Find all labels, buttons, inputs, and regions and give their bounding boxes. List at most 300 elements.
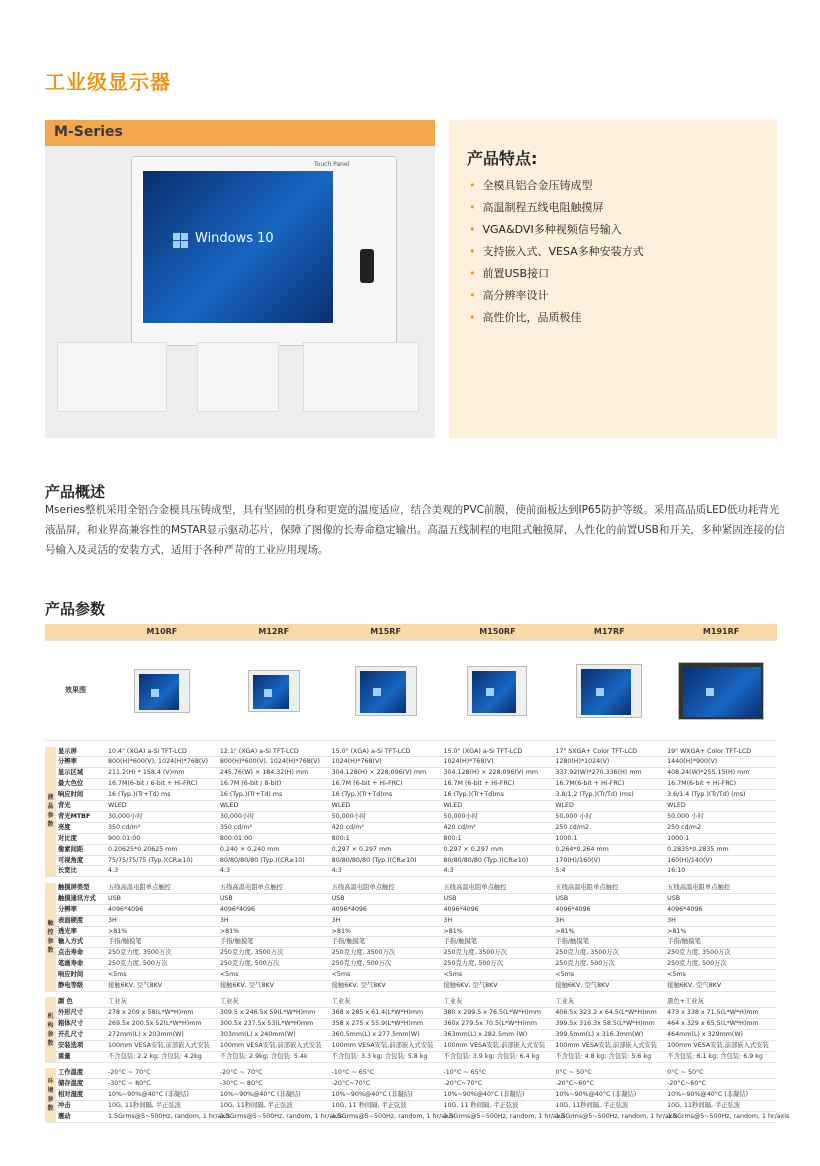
spec-value: 30,000小时	[106, 811, 218, 822]
spec-value: 278 x 209 x 58(L*W*H)mm	[106, 1008, 218, 1019]
spec-label: 开孔尺寸	[56, 1030, 106, 1041]
spec-label: 触摸屏类型	[56, 883, 106, 893]
features-heading: 产品特点:	[467, 149, 538, 168]
spec-value: 5:4	[553, 866, 665, 877]
spec-value: 100mm VESA安装,前部嵌入式安装	[441, 1041, 553, 1052]
windows-logo-icon	[173, 233, 189, 249]
spec-value: 100mm VESA安装,前部嵌入式安装	[553, 1041, 665, 1052]
spec-value: 250克力度, 3500万次	[553, 948, 665, 959]
spec-label: 最大色位	[56, 779, 106, 790]
spec-value: 464mm(L) x 329mm(W)	[665, 1030, 777, 1041]
spec-row	[45, 904, 777, 915]
spec-value: 1024(H)*768(V)	[330, 757, 442, 768]
spec-row	[45, 822, 777, 833]
spec-value: 接触6KV, 空气8KV	[218, 981, 330, 992]
spec-value: 250克力度, 500万次	[665, 959, 777, 970]
spec-value: -10°C ~ 65°C	[441, 1068, 553, 1078]
series-bar	[45, 120, 435, 146]
spec-value: 4096*4096	[106, 904, 218, 915]
overview-heading: 产品概述	[45, 483, 106, 501]
spec-row	[45, 811, 777, 822]
spec-value: <5ms	[665, 970, 777, 981]
spec-label: 响应时间	[56, 970, 106, 981]
spec-value: 3H	[665, 915, 777, 926]
spec-value: WLED	[441, 801, 553, 812]
spec-value: 50,000小时	[441, 811, 553, 822]
spec-row	[45, 915, 777, 926]
spec-value: 900:01:00	[106, 833, 218, 844]
product-image	[355, 666, 417, 716]
spec-value: 16.7M (6-bit + Hi-FRC)	[330, 779, 442, 790]
spec-value: 3.8/1.2 (Typ.)(Tr/Td) (ms)	[553, 790, 665, 801]
spec-value: <5ms	[106, 970, 218, 981]
spec-label: 外形尺寸	[56, 1008, 106, 1019]
spec-value: 3.6/1.4 (Typ.)(Tr/Td) (ms)	[665, 790, 777, 801]
spec-value: 手指/触摸笔	[665, 937, 777, 948]
spec-value: 1000:1	[553, 833, 665, 844]
spec-label: 颜 色	[56, 997, 106, 1007]
spec-value: 1000:1	[665, 833, 777, 844]
spec-value: 4096*4096	[330, 904, 442, 915]
features-list	[469, 175, 644, 329]
series-label: M-Series	[54, 124, 123, 140]
spec-value: USB	[665, 893, 777, 904]
image-row	[45, 641, 777, 741]
spec-table	[45, 624, 790, 1123]
group-label: 液晶参数	[45, 747, 56, 877]
spec-label: 工作温度	[56, 1068, 106, 1078]
spec-row	[45, 937, 777, 948]
spec-value: 250 cd/m2	[665, 822, 777, 833]
spec-value: 手指/触摸笔	[441, 937, 553, 948]
spec-value: 1.5Grms@5~500Hz, random, 1 hr/axis	[330, 1112, 442, 1123]
spec-label: 触摸通讯方式	[56, 893, 106, 904]
spec-value: 不含包装: 3.3 kg; 含包装: 5.8 kg	[330, 1051, 442, 1062]
spec-value: 10.4" (XGA) a-Si TFT-LCD	[106, 747, 218, 757]
spec-value: -20°C~60°C	[665, 1079, 777, 1090]
spec-value: 250克力度, 500万次	[441, 959, 553, 970]
spec-value: 399.5x 316.3x 58.5(L*W*H)mm	[553, 1019, 665, 1030]
product-image	[134, 669, 190, 713]
spec-value: 4096*4096	[553, 904, 665, 915]
spec-row	[45, 1019, 777, 1030]
product-image-cell	[553, 641, 665, 741]
spec-value: 16.7M (6-bit + Hi-FRC)	[441, 779, 553, 790]
spec-value: 363mm(L) x 282.5mm (W)	[441, 1030, 553, 1041]
spec-value: <5ms	[441, 970, 553, 981]
spec-row	[45, 790, 777, 801]
spec-value: -10°C ~ 65°C	[330, 1068, 442, 1078]
spec-value: 250克力度, 3500万次	[218, 948, 330, 959]
monitor-image	[131, 156, 397, 346]
spec-value: 17" SXGA+ Color TFT-LCD	[553, 747, 665, 757]
spec-value: 19" WXGA+ Color TFT-LCD	[665, 747, 777, 757]
spec-row	[45, 948, 777, 959]
spec-row	[45, 1051, 777, 1062]
spec-value: 250克力度, 3500万次	[330, 948, 442, 959]
feature-item: • 前置USB接口	[469, 263, 644, 285]
spec-value: 0.297 × 0.297 mm	[330, 844, 442, 855]
spec-row	[45, 833, 777, 844]
spec-value: 4096*4096	[441, 904, 553, 915]
spec-value: 380 x 299.5 x 76.5(L*W*H)mm	[441, 1008, 553, 1019]
spec-value: 170(H)/160(V)	[553, 855, 665, 866]
spec-value: 10G, 11秒间隔, 半正弦波	[553, 1101, 665, 1112]
spec-value: WLED	[553, 801, 665, 812]
spec-row	[45, 768, 777, 779]
spec-row	[45, 801, 777, 812]
spec-label: 点击寿命	[56, 948, 106, 959]
spec-row	[45, 1090, 777, 1101]
spec-label: 储存温度	[56, 1079, 106, 1090]
product-image-cell	[330, 641, 442, 741]
product-screen	[683, 667, 761, 717]
spec-value: 五线高温电阻单点触控	[218, 883, 330, 893]
spec-value: 1280(H)*1024(V)	[553, 757, 665, 768]
spec-row	[45, 997, 777, 1007]
spec-value: 10G, 11秒间隔, 半正弦波	[218, 1101, 330, 1112]
spec-value: 4:3	[106, 866, 218, 877]
monitor-screen	[143, 171, 333, 323]
spec-value: 800:1	[330, 833, 442, 844]
spec-value: 10G, 11 秒间隔, 半正弦波	[441, 1101, 553, 1112]
spec-label: 可视角度	[56, 855, 106, 866]
product-image	[576, 664, 642, 718]
spec-value: 250 cd/m2	[553, 822, 665, 833]
spec-row	[45, 970, 777, 981]
page-title: 工业级显示器	[45, 70, 171, 94]
spec-label: 静电等级	[56, 981, 106, 992]
spec-value: 16 (Typ.)(Tr+Td)ms	[330, 790, 442, 801]
spec-value: 3H	[441, 915, 553, 926]
spec-value: 10%~90%@40°C (非凝结)	[330, 1090, 442, 1101]
spec-value: 0.20625*0.20625 mm	[106, 844, 218, 855]
spec-value: 1.5Grms@5~500Hz, random, 1 hr/axis	[553, 1112, 665, 1123]
spec-row	[45, 1112, 777, 1123]
spec-value: 464 x 329 x 65.5(L*W*H)mm	[665, 1019, 777, 1030]
spec-value: 1.5Grms@5~500Hz, random, 1 hr/axis	[106, 1112, 218, 1123]
spec-value: 不含包装: 2.9kg; 含包装: 5.4k	[218, 1051, 330, 1062]
product-image-cell	[106, 641, 218, 741]
spec-value: 0°C ~ 50°C	[553, 1068, 665, 1078]
spec-label: 对比度	[56, 833, 106, 844]
model-name: M12RF	[218, 624, 330, 641]
spec-value: 800:1	[441, 833, 553, 844]
spec-row	[45, 1041, 777, 1052]
spec-value: 303mm(L) x 240mm(W)	[218, 1030, 330, 1041]
spec-value: 15.0" (XGA) a-Si TFT-LCD	[330, 747, 442, 757]
spec-value: 4:3	[441, 866, 553, 877]
spec-value: -20°C ~ 70°C	[218, 1068, 330, 1078]
spec-value: 10G, 11 秒间隔, 半正弦波	[330, 1101, 442, 1112]
spec-value: -30°C ~ 80°C	[218, 1079, 330, 1090]
spec-value: 269.5x 200.5x 52(L*W*H)mm	[106, 1019, 218, 1030]
product-image	[248, 670, 300, 712]
spec-value: 10G, 11秒间隔, 半正弦波	[106, 1101, 218, 1112]
spec-value: 五线高温电阻单点触控	[330, 883, 442, 893]
spec-value: 0.2835*0.2835 mm	[665, 844, 777, 855]
touch-panel-label: Touch Panel	[314, 161, 350, 168]
spec-row	[45, 747, 777, 757]
spec-value: 10G, 11秒间隔, 半正弦波	[665, 1101, 777, 1112]
spec-value: <5ms	[330, 970, 442, 981]
spec-value: 16 (Typ.)(Tr+Td) ms	[106, 790, 218, 801]
windows-text: Windows 10	[195, 231, 274, 246]
spec-value: >81%	[218, 926, 330, 937]
spec-value: 337.92(W)*270.336(H) mm	[553, 768, 665, 779]
spec-value: 不含包装: 3.9 kg; 含包装: 6.4 kg	[441, 1051, 553, 1062]
spec-value: 手指/触摸笔	[106, 937, 218, 948]
spec-row	[45, 779, 777, 790]
spec-value: -20°C~70°C	[441, 1079, 553, 1090]
spec-value: 100mm VESA安装,前部嵌入式安装	[330, 1041, 442, 1052]
spec-label: 显示屏	[56, 747, 106, 757]
product-screen	[139, 674, 179, 710]
spec-value: USB	[218, 893, 330, 904]
spec-value: USB	[441, 893, 553, 904]
spec-value: 358 x 275 x 55.9(L*W*H)mm	[330, 1019, 442, 1030]
spec-value: 50,000 小时	[553, 811, 665, 822]
spec-label: 笔画寿命	[56, 959, 106, 970]
spec-value: 300.5x 237.5x 53(L*W*H)mm	[218, 1019, 330, 1030]
spec-value: >81%	[665, 926, 777, 937]
spec-value: 10%~90%@40°C (非凝结)	[218, 1090, 330, 1101]
spec-label: 输入方式	[56, 937, 106, 948]
spec-value: 211.2(H) * 158.4 (V)mm	[106, 768, 218, 779]
spec-value: 10%~90%@40°C (非凝结)	[553, 1090, 665, 1101]
model-header-row	[45, 624, 777, 641]
spec-value: 800(H)*600(V), 1024(H)*768(V)	[218, 757, 330, 768]
feature-item: • 全模具铝合金压铸成型	[469, 175, 644, 197]
spec-value: >81%	[553, 926, 665, 937]
spec-row	[45, 757, 777, 768]
spec-value: 手指/触摸笔	[553, 937, 665, 948]
spec-value: 0.264*0.264 mm	[553, 844, 665, 855]
product-image-cell	[441, 641, 553, 741]
spec-label: 亮度	[56, 822, 106, 833]
spec-value: -30°C ~ 80°C	[106, 1079, 218, 1090]
spec-value: 手指/触摸笔	[330, 937, 442, 948]
spec-value: 1.5Grms@5~500Hz, random, 1 hr/axis	[665, 1112, 777, 1123]
spec-value: 16.7M(6-bit + Hi-FRC)	[553, 779, 665, 790]
spec-row	[45, 844, 777, 855]
spec-row	[45, 1068, 777, 1078]
spec-value: 272mm(L) x 203mm(W)	[106, 1030, 218, 1041]
spec-value: 399.5mm(L) x 316.3mm(W)	[553, 1030, 665, 1041]
spec-value: 100mm VESA安装,前部嵌入式安装	[106, 1041, 218, 1052]
spec-value: WLED	[330, 801, 442, 812]
group-label: 触控参数	[45, 883, 56, 992]
spec-value: 800(H)*600(V), 1024(H)*768(V)	[106, 757, 218, 768]
spec-value: >81%	[441, 926, 553, 937]
model-name: M10RF	[106, 624, 218, 641]
spec-value: 408.24(W)*255.15(H) mm	[665, 768, 777, 779]
spec-value: -20°C~70°C	[330, 1079, 442, 1090]
spec-value: 3H	[106, 915, 218, 926]
spec-value: 五线高温电阻单点触控	[441, 883, 553, 893]
spec-value: 250克力度, 500万次	[553, 959, 665, 970]
spec-value: 250克力度, 3500万次	[441, 948, 553, 959]
group-label: 环境参数	[45, 1068, 56, 1122]
model-name: M17RF	[553, 624, 665, 641]
feature-item: • 高性价比，品质极佳	[469, 307, 644, 329]
spec-value: 3H	[553, 915, 665, 926]
product-image	[678, 662, 764, 720]
spec-value: WLED	[218, 801, 330, 812]
spec-value: 黑色+工业灰	[665, 997, 777, 1007]
spec-label: 表面硬度	[56, 915, 106, 926]
spec-value: 800:01:00	[218, 833, 330, 844]
spec-label: 背光	[56, 801, 106, 812]
spec-value: <5ms	[553, 970, 665, 981]
model-name: M191RF	[665, 624, 777, 641]
spec-row	[45, 1008, 777, 1019]
spec-value: 360.5mm(L) x 277.5mm(W)	[330, 1030, 442, 1041]
spec-value: 30,000小时	[218, 811, 330, 822]
spec-value: 10%~90%@40°C (非凝结)	[441, 1090, 553, 1101]
spec-value: 350 cd/m²	[106, 822, 218, 833]
spec-label: 响应时间	[56, 790, 106, 801]
spec-value: 4:3	[330, 866, 442, 877]
feature-item: • 高温制程五线电阻触摸屏	[469, 197, 644, 219]
product-image-cell	[218, 641, 330, 741]
spec-value: 工业灰	[106, 997, 218, 1007]
spec-value: USB	[553, 893, 665, 904]
spec-value: 工业灰	[441, 997, 553, 1007]
spec-row	[45, 981, 777, 992]
spec-value: 75/75/75/75 (Typ.)(CR≥10)	[106, 855, 218, 866]
spec-value: 50,000小时	[330, 811, 442, 822]
params-heading: 产品参数	[45, 600, 106, 618]
spec-value: 406.5x 323.2 x 64.5(L*W*H)mm	[553, 1008, 665, 1019]
spec-value: 不含包装: 2.2 kg; 含包装: 4.2kg	[106, 1051, 218, 1062]
spec-label: 重量	[56, 1051, 106, 1062]
spec-value: 五线高温电阻单点触控	[665, 883, 777, 893]
spec-label: 分辨率	[56, 904, 106, 915]
spec-value: 1.5Grms@5~500Hz, random, 1 hr/axis	[441, 1112, 553, 1123]
spec-value: 250克力度, 3500万次	[106, 948, 218, 959]
back-view-thumb-3	[303, 342, 419, 412]
model-name: M15RF	[330, 624, 442, 641]
spec-value: <5ms	[218, 970, 330, 981]
product-screen	[472, 671, 516, 713]
feature-item: • 高分辨率设计	[469, 285, 644, 307]
spec-value: 100mm VESA安装,前部嵌入式安装	[218, 1041, 330, 1052]
overview-text: Mseries整机采用全铝合金模具压铸成型，具有坚固的机身和更宽的温度适应，结合美观的PVC前膜，使前面板达到IP65防护等级。采用高品质LED低功耗背光液晶屏，和业界高兼容性的MSTAR显示驱动芯片，保障了图像的长寿命稳定输出。高温五线制程的电阻式触摸屏，人性化的前置USB和开关，多种紧固连接的信号输入及灵活的安装方式，适用于各种严苛的工业应用现场。	[45, 504, 785, 556]
spec-value: 接触6KV, 空气8KV	[441, 981, 553, 992]
spec-row	[45, 1030, 777, 1041]
spec-value: 360x 279.5x 70.5(L*W*H)mm	[441, 1019, 553, 1030]
spec-value: 10%~90%@40°C (非凝结)	[665, 1090, 777, 1101]
model-name: M150RF	[441, 624, 553, 641]
spec-value: 250克力度, 3500万次	[665, 948, 777, 959]
spec-value: 100mm VESA安装,前部嵌入式安装	[665, 1041, 777, 1052]
spec-value: USB	[330, 893, 442, 904]
spec-row	[45, 855, 777, 866]
hero-panel	[45, 120, 435, 438]
back-view-thumb-2	[197, 342, 279, 412]
header-blank	[45, 624, 106, 641]
spec-value: 10%~90%@40°C (非凝结)	[106, 1090, 218, 1101]
spec-value: USB	[106, 893, 218, 904]
spec-value: 五线高温电阻单点触控	[106, 883, 218, 893]
spec-value: 1024(H)*768(V)	[441, 757, 553, 768]
spec-value: 304.128(H) × 228.096(V) mm	[441, 768, 553, 779]
spec-value: 80/80/80/80 (Typ.)(CR≥10)	[330, 855, 442, 866]
spec-label: 箱体尺寸	[56, 1019, 106, 1030]
spec-value: 368 x 285 x 61.4(L*W*H)mm	[330, 1008, 442, 1019]
spec-value: 1.5Grms@5~500Hz, random, 1 hr/axis	[218, 1112, 330, 1123]
spec-value: 16:10	[665, 866, 777, 877]
spec-value: 12.1" (XGA) a-Si TFT-LCD	[218, 747, 330, 757]
spec-value: 50,000 小时	[665, 811, 777, 822]
spec-row	[45, 926, 777, 937]
spec-value: 304.128(H) × 228.096(V) mm	[330, 768, 442, 779]
product-image-cell	[665, 641, 777, 741]
spec-value: 工业灰	[218, 997, 330, 1007]
product-screen	[253, 675, 289, 709]
spec-label: 透光率	[56, 926, 106, 937]
features-panel	[449, 120, 777, 438]
spec-value: -20°C~60°C	[553, 1079, 665, 1090]
spec-value: 0°C ~ 50°C	[665, 1068, 777, 1078]
spec-row	[45, 893, 777, 904]
spec-label: 安装选项	[56, 1041, 106, 1052]
spec-value: 3H	[330, 915, 442, 926]
spec-value: -20°C ~ 70°C	[106, 1068, 218, 1078]
spec-value: 手指/触摸笔	[218, 937, 330, 948]
spec-value: >81%	[106, 926, 218, 937]
spec-row	[45, 1079, 777, 1090]
spec-value: 0.297 × 0.297 mm	[441, 844, 553, 855]
spec-value: 80/80/80/80 (Typ.)(CR≥10)	[218, 855, 330, 866]
spec-value: 420 cd/m²	[441, 822, 553, 833]
spec-value: 接触6KV, 空气8KV	[553, 981, 665, 992]
spec-value: 160(H)/140(V)	[665, 855, 777, 866]
spec-value: 350 cd/m²	[218, 822, 330, 833]
spec-value: 4:3	[218, 866, 330, 877]
spec-value: 16 (Typ.)(Tr+Td)ms	[441, 790, 553, 801]
spec-value: 420 cd/m²	[330, 822, 442, 833]
spec-value: 0.240 × 0.240 mm	[218, 844, 330, 855]
spec-label: 显示区域	[56, 768, 106, 779]
spec-value: 16.7M(6-bit + Hi-FRC)	[665, 779, 777, 790]
spec-label: 相对湿度	[56, 1090, 106, 1101]
spec-value: 4096*4096	[665, 904, 777, 915]
back-view-thumb-1	[57, 342, 167, 412]
spec-value: 工业灰	[553, 997, 665, 1007]
spec-value: 250克力度, 500万次	[330, 959, 442, 970]
image-row-label: 效果图	[45, 641, 106, 741]
spec-row	[45, 883, 777, 893]
spec-label: 背光MTBF	[56, 811, 106, 822]
spec-value: 五线高温电阻单点触控	[553, 883, 665, 893]
spec-label: 长宽比	[56, 866, 106, 877]
spec-value: 250克力度, 500万次	[218, 959, 330, 970]
monitor-side-knob	[360, 249, 374, 283]
feature-item: • VGA&DVI多种视频信号输入	[469, 219, 644, 241]
spec-label: 像素间距	[56, 844, 106, 855]
spec-value: 16.7M (6-bit / 8-bit)	[218, 779, 330, 790]
spec-value: >81%	[330, 926, 442, 937]
spec-label: 震动	[56, 1112, 106, 1123]
spec-value: 15.0" (XGA) a-Si TFT-LCD	[441, 747, 553, 757]
product-image	[467, 666, 527, 716]
group-label: 机构参数	[45, 997, 56, 1062]
spec-row	[45, 959, 777, 970]
spec-value: 309.5 x 246.5x 59(L*W*H)mm	[218, 1008, 330, 1019]
spec-value: 不含包装: 6.1 kg; 含包装: 6.9 kg	[665, 1051, 777, 1062]
